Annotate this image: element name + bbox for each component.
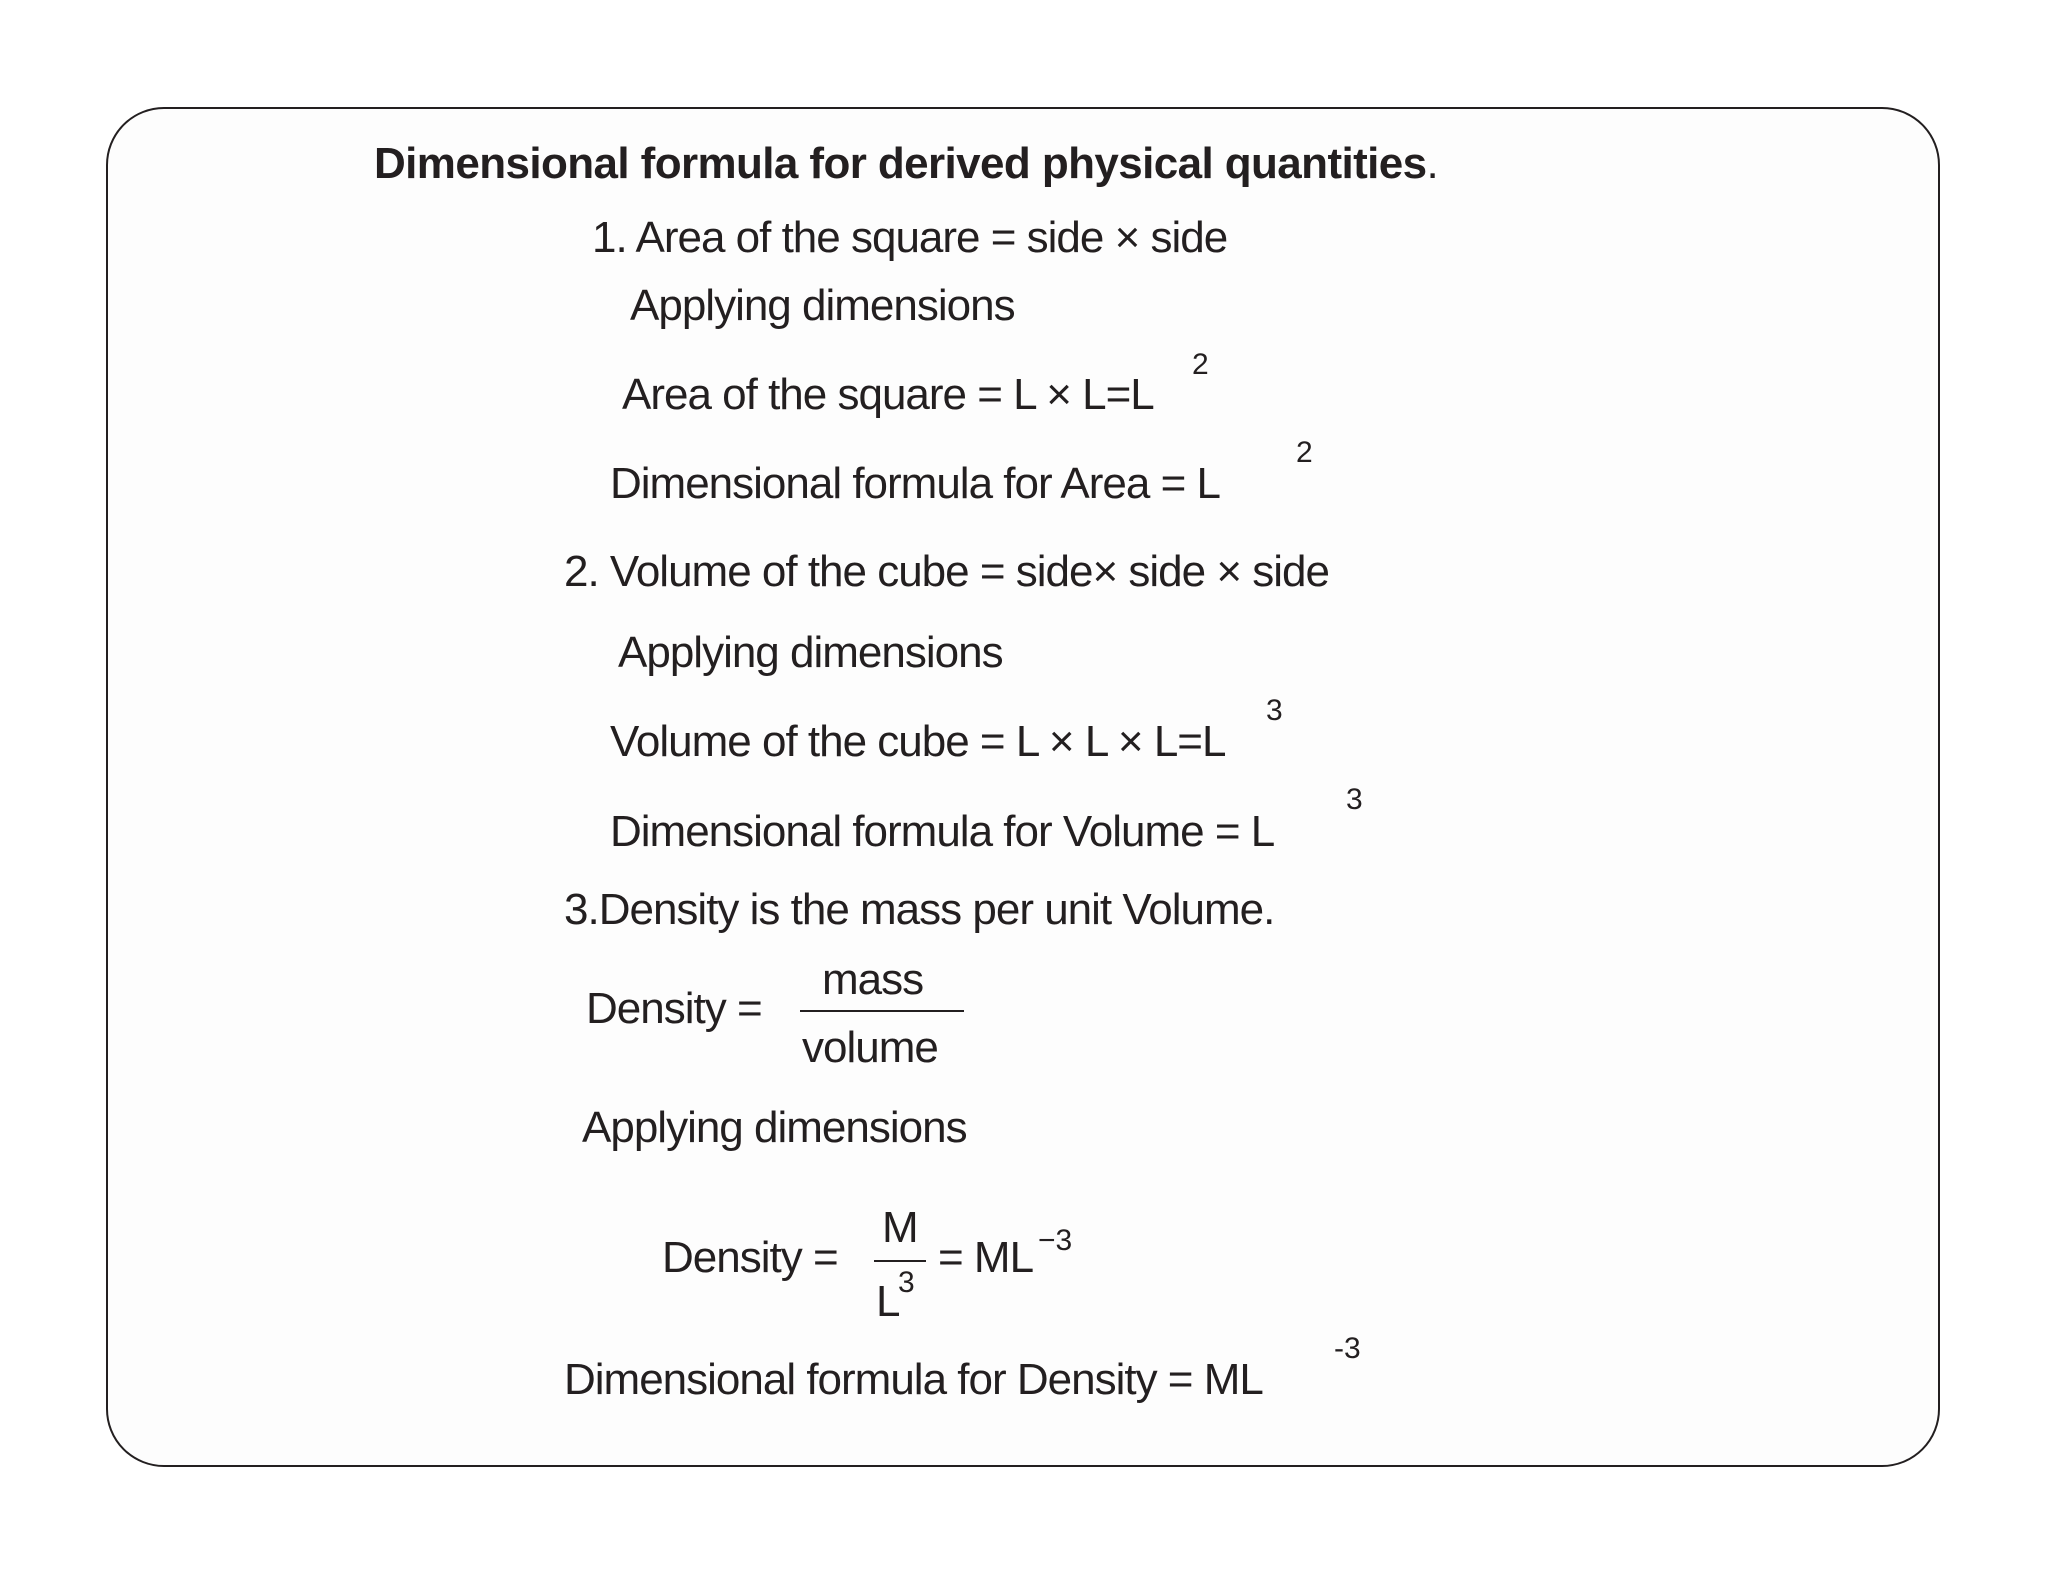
section2-equation-exponent: 3 [1266, 694, 1283, 727]
section1-applying: Applying dimensions [630, 281, 1015, 330]
density-denominator-2: L [876, 1277, 900, 1326]
section2-result-exponent: 3 [1346, 783, 1363, 816]
title-text: Dimensional formula for derived physical quantities [374, 139, 1427, 188]
section1-result: Dimensional formula for Area = L [610, 459, 1220, 508]
density-rhs: = ML [938, 1233, 1034, 1282]
section3-result-exponent: -3 [1334, 1332, 1361, 1365]
density-denominator: volume [802, 1023, 938, 1072]
section1-result-exponent: 2 [1296, 436, 1313, 469]
section2-result: Dimensional formula for Volume = L [610, 807, 1275, 856]
section1-equation-exponent: 2 [1192, 348, 1209, 381]
density-fraction-bar-2 [874, 1260, 926, 1262]
section2-equation: Volume of the cube = L × L × L=L [610, 717, 1226, 766]
section3-applying: Applying dimensions [582, 1103, 967, 1152]
section2-applying: Applying dimensions [618, 628, 1003, 677]
density-denominator-2-exponent: 3 [898, 1266, 915, 1299]
page-title [374, 139, 1439, 188]
density-numerator-2: M [882, 1203, 918, 1252]
density-numerator: mass [822, 955, 924, 1004]
section3-heading: 3.Density is the mass per unit Volume. [564, 885, 1275, 934]
section3-result: Dimensional formula for Density = ML [564, 1355, 1263, 1404]
title-period: . [1426, 139, 1439, 188]
section2-heading: 2. Volume of the cube = side× side × side [564, 547, 1329, 596]
density-rhs-exponent: −3 [1038, 1224, 1073, 1257]
density-fraction-bar [800, 1010, 964, 1012]
density-label: Density = [586, 984, 762, 1033]
section1-heading: 1. Area of the square = side × side [592, 213, 1228, 262]
section1-equation: Area of the square = L × L=L [622, 370, 1154, 419]
density-label-2: Density = [662, 1233, 838, 1282]
